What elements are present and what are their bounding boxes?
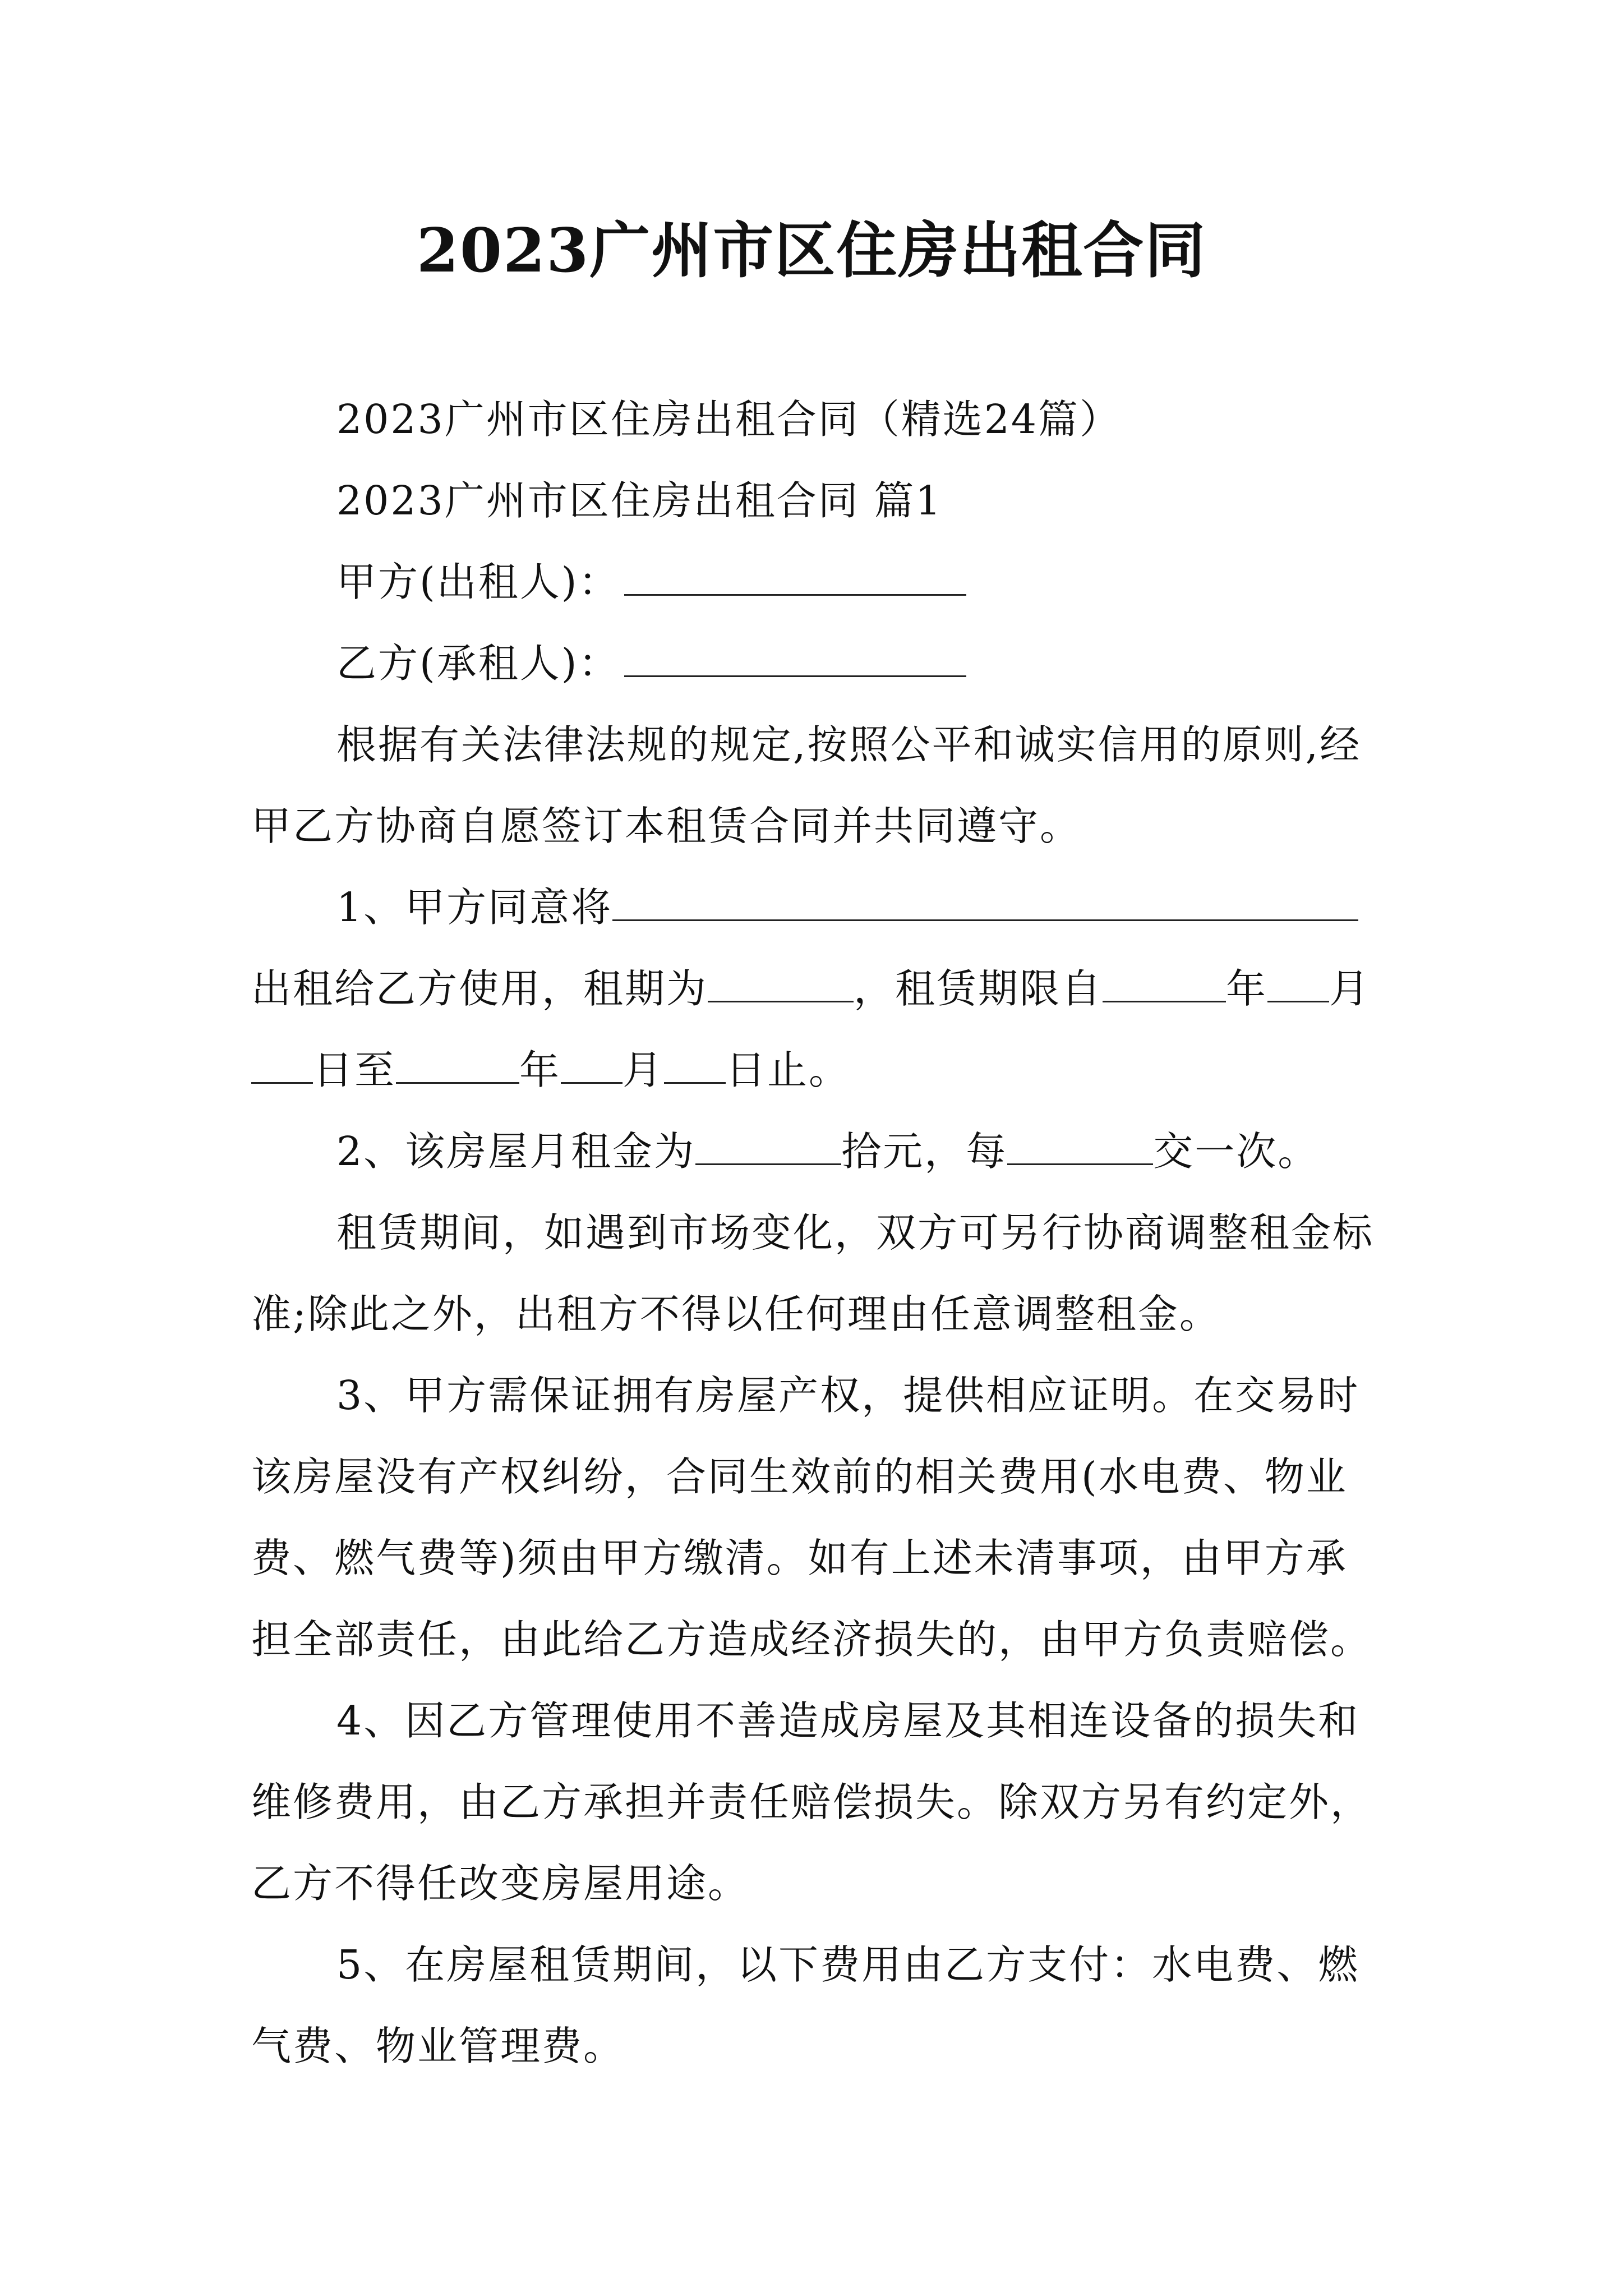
clause-1 (251, 867, 1384, 1111)
clause-1-text-c: ，租赁期限自 (854, 965, 1103, 1012)
document-title: 2023广州市区住房出租合同 (416, 215, 1207, 286)
end-month-blank (561, 1046, 623, 1084)
rent-adjust-paragraph: 租赁期间，如遇到市场变化，双方可另行协商调整租金标准;除此之外，出租方不得以任何理由任意调整租金。 (251, 1209, 1375, 1337)
start-year-blank (1103, 965, 1226, 1002)
clause-1-year-2: 年 (519, 1047, 561, 1093)
end-year-blank (396, 1046, 519, 1084)
payment-period-blank (1007, 1128, 1153, 1165)
property-blank (612, 884, 1358, 921)
clause-5: 5、在房屋租赁期间，以下费用由乙方支付：水电费、燃气费、物业管理费。 (251, 1941, 1360, 2069)
clause-1-year-1: 年 (1226, 965, 1268, 1012)
section-heading: 2023广州市区住房出租合同 篇1 (336, 477, 943, 524)
clause-1-day-end: 日止。 (726, 1047, 851, 1093)
start-month-blank (1267, 965, 1329, 1002)
clause-2 (251, 1111, 1384, 1192)
party-b-label: 乙方(承租人)： (336, 640, 620, 687)
clause-1-day-to: 日至 (313, 1047, 396, 1093)
intro-paragraph: 根据有关法律法规的规定,按照公平和诚实信用的原则,经甲乙方协商自愿签订本租赁合同并共同遵守。 (251, 721, 1362, 849)
party-a-label: 甲方(出租人)： (336, 559, 620, 605)
party-b-blank (624, 639, 966, 677)
clause-1-text-b: 出租给乙方使用，租期为 (251, 965, 708, 1012)
term-blank (708, 965, 854, 1002)
rent-blank (695, 1128, 841, 1165)
party-a-blank (624, 558, 966, 596)
clause-1-text-a: 1、甲方同意将 (336, 884, 613, 931)
clause-1-month-2: 月 (623, 1047, 665, 1093)
clause-4: 4、因乙方管理使用不善造成房屋及其相连设备的损失和维修费用，由乙方承担并责任赔偿损失。除双方另有约定外，乙方不得任改变房屋用途。 (251, 1697, 1372, 1907)
party-a-line (251, 541, 1384, 623)
party-b-line (251, 623, 1384, 704)
end-day-blank (664, 1046, 726, 1084)
document-body (251, 379, 1384, 2087)
start-day-blank (251, 1046, 313, 1084)
clause-2-text-b: 拾元，每 (841, 1128, 1008, 1175)
subtitle: 2023广州市区住房出租合同（精选24篇） (336, 396, 1122, 443)
clause-1-month-1: 月 (1329, 965, 1371, 1012)
clause-2-text-c: 交一次。 (1153, 1128, 1320, 1175)
clause-2-text-a: 2、该房屋月租金为 (336, 1128, 696, 1175)
clause-3: 3、甲方需保证拥有房屋产权，提供相应证明。在交易时该房屋没有产权纠纷，合同生效前的相关费用(水电费、物业费、燃气费等)须由甲方缴清。如有上述未清事项，由甲方承担全部责任，由此给乙方造成经济损失的，由甲方负责赔偿。 (251, 1372, 1372, 1663)
